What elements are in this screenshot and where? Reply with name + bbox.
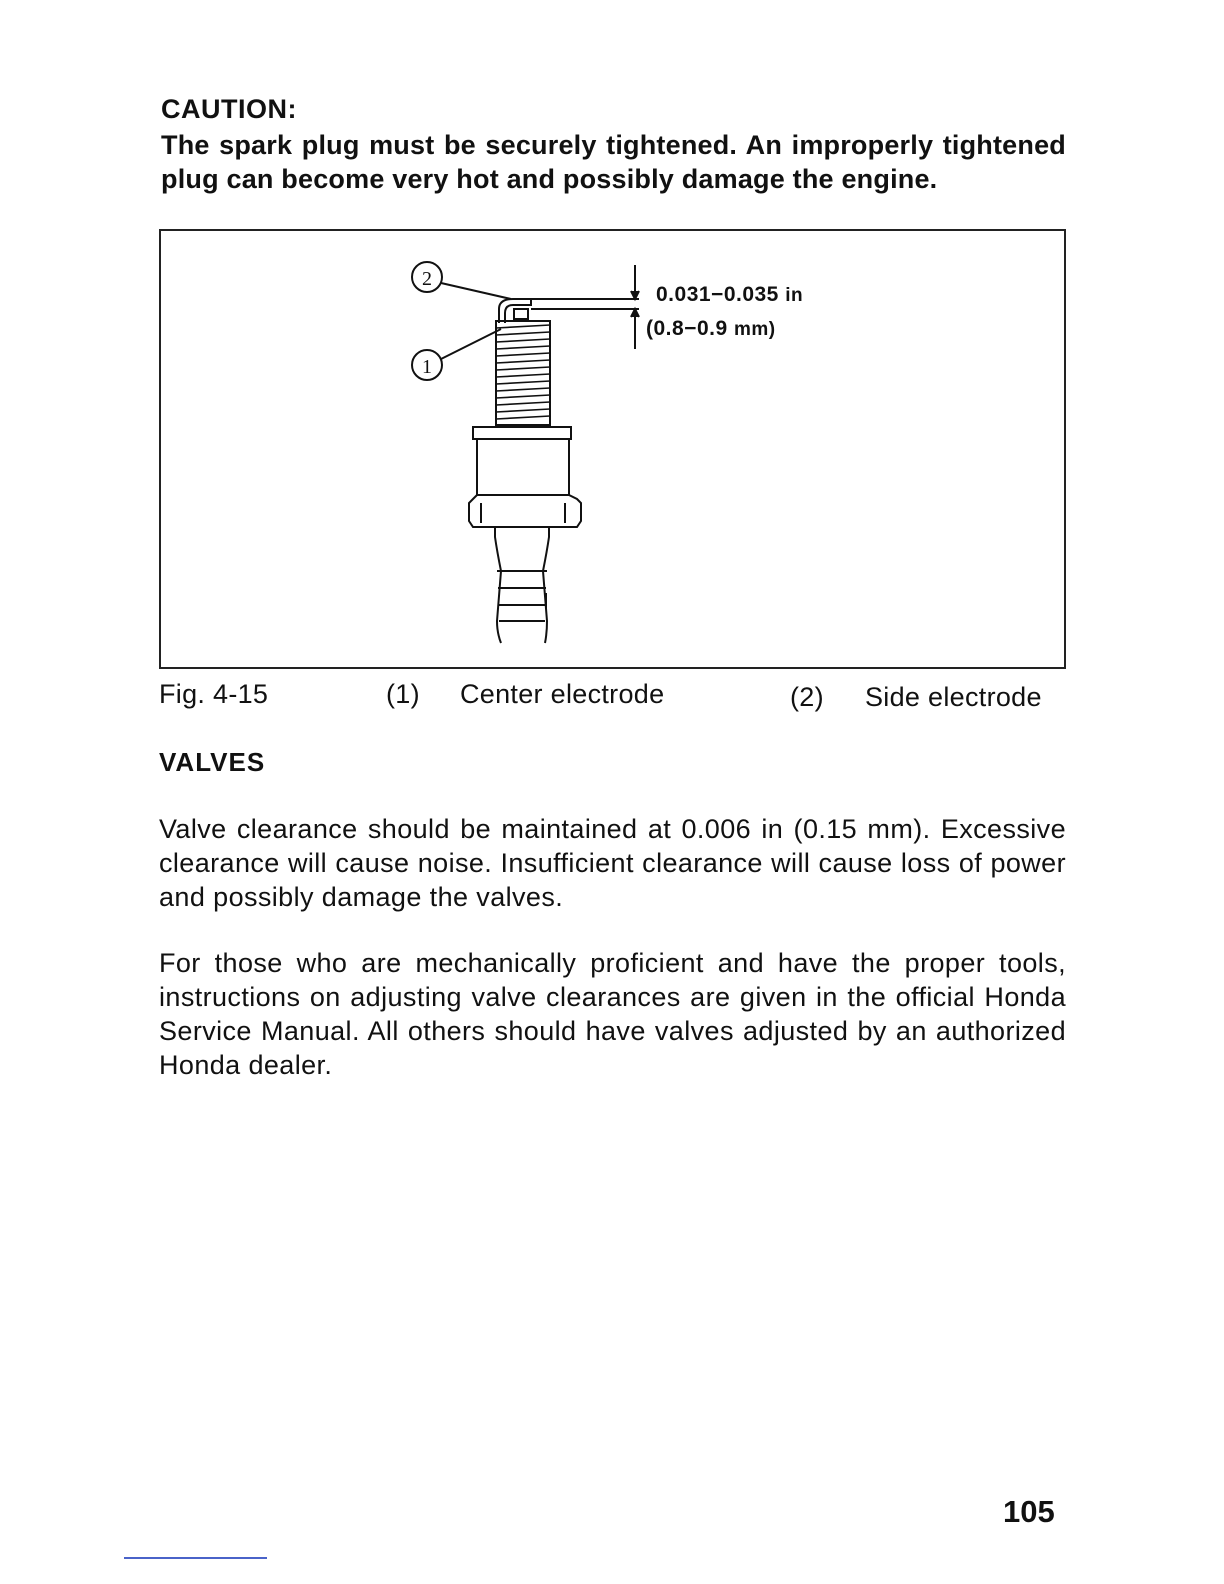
gap-mm-label: [646, 317, 776, 341]
caption-item-1-label: Center electrode: [460, 679, 665, 709]
callout-1-number: 1: [422, 356, 432, 378]
valves-heading: VALVES: [159, 747, 266, 777]
gasket-washer: [473, 427, 571, 439]
callout-2-number: 2: [422, 268, 432, 290]
page-rule: [124, 1557, 267, 1559]
caution-heading: CAUTION:: [161, 94, 297, 124]
plug-shell: [477, 439, 569, 495]
gap-mm-unit: mm): [734, 319, 776, 340]
caption-item-2-label: Side electrode: [865, 682, 1042, 712]
valves-paragraph-2: For those who are mechanically proficient and have the proper tools, instructions on adjusting valve clearances are given in the official Honda Service Manual. All others should have valves adjusted by an authorized Honda dealer.: [159, 948, 1066, 1080]
valves-paragraph-1: Valve clearance should be maintained at 0.006 in (0.15 mm). Excessive clearance will cause noise. Insufficient clearance will cause loss of power and possibly damage the valves.: [159, 814, 1066, 912]
spark-plug-figure: [159, 229, 1066, 669]
gap-inch-unit: in: [785, 285, 804, 306]
gap-arrowhead-top: [631, 291, 639, 299]
figure-number: Fig. 4-15: [159, 679, 269, 709]
center-electrode: [514, 309, 528, 319]
page-number: 105: [1003, 1494, 1055, 1529]
caption-item-2-number: (2): [790, 682, 824, 712]
callout-2-leader: [441, 283, 511, 299]
gap-inch-value: 0.031−0.035: [656, 283, 779, 306]
insulator: [495, 527, 501, 643]
spark-plug-illustration: [161, 231, 1064, 667]
gap-arrowhead-bottom: [631, 309, 639, 317]
gap-mm-value: (0.8−0.9: [646, 317, 728, 340]
caption-item-1-number: (1): [386, 679, 420, 709]
caution-text: The spark plug must be securely tightened. An improperly tightened plug can become very hot and possibly damage the engine.: [161, 130, 1066, 194]
gap-inch-label: [656, 283, 803, 307]
thread-lines: [496, 325, 550, 419]
callout-1-leader: [441, 329, 501, 359]
